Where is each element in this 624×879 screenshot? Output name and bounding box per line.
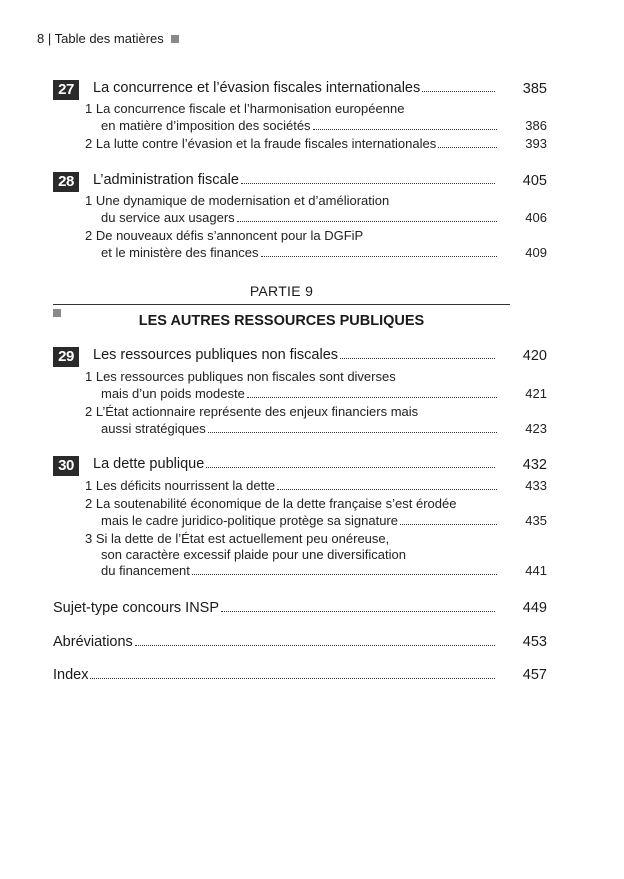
section-page: 421 <box>525 386 547 401</box>
section-title-line: 1 Les déficits nourrissent la dette <box>85 478 276 493</box>
chapter-heading <box>53 172 547 192</box>
dot-leader <box>206 467 495 468</box>
section-title-line: du financement <box>101 563 190 578</box>
dot-leader <box>241 183 495 184</box>
dot-leader <box>261 256 497 257</box>
entry-title: Sujet-type concours INSP <box>53 600 220 616</box>
page-number: 8 <box>37 31 45 46</box>
part-title: LES AUTRES RESSOURCES PUBLIQUES <box>138 313 425 329</box>
dot-leader <box>422 91 495 92</box>
running-head <box>37 31 179 46</box>
section-title-line: aussi stratégiques <box>101 421 206 436</box>
chapter-title: La concurrence et l’évasion fiscales internationales <box>93 80 421 96</box>
section-title-row <box>101 386 501 402</box>
dot-leader <box>438 147 497 148</box>
section-title-line: et le ministère des finances <box>101 245 259 260</box>
divider <box>53 304 510 305</box>
chapter-page: 420 <box>522 348 547 364</box>
running-head-title: Table des matières <box>54 31 164 46</box>
entry-title-row <box>53 634 499 650</box>
chapter-30 <box>53 456 547 578</box>
chapter-title: Les ressources publiques non fiscales <box>93 347 339 363</box>
section-title-row <box>85 478 501 494</box>
chapter-heading <box>53 80 547 100</box>
chapter-title: L’administration fiscale <box>93 172 239 188</box>
section-title-row <box>101 210 501 226</box>
dot-leader <box>237 221 497 222</box>
chapter-title-row[interactable] <box>93 80 499 96</box>
running-head-separator: | <box>47 31 52 46</box>
entry-page: 457 <box>522 667 547 683</box>
dot-leader <box>135 645 495 646</box>
section-title-line: 2 La soutenabilité économique de la dette française s’est érodée <box>85 496 457 511</box>
entry-page: 449 <box>522 600 547 616</box>
section-title-line: 3 Si la dette de l’État est actuellement peu onéreuse, <box>85 531 390 546</box>
toc-entry-index[interactable] <box>53 667 547 687</box>
dot-leader <box>400 524 497 525</box>
dot-leader <box>340 358 495 359</box>
section-title-line: en matière d’imposition des sociétés <box>101 118 311 133</box>
section-title-row <box>101 245 501 261</box>
chapter-page: 385 <box>522 81 547 97</box>
chapter-heading <box>53 456 547 476</box>
toc-entry-abreviations[interactable] <box>53 634 547 654</box>
section-page: 409 <box>525 245 547 260</box>
section-title-row <box>101 513 501 529</box>
section-page: 393 <box>525 136 547 151</box>
chapter-29 <box>53 347 547 436</box>
entry-title: Abréviations <box>53 634 133 650</box>
section-title-row <box>101 118 501 134</box>
chapter-heading <box>53 347 547 367</box>
chapter-number: 28 <box>53 172 79 192</box>
dot-leader <box>208 432 497 433</box>
section-title-line: son caractère excessif plaide pour une diversification <box>101 547 406 562</box>
chapter-27 <box>53 80 547 151</box>
dot-leader <box>192 574 497 575</box>
entry-title-row <box>53 667 499 683</box>
part-label: PARTIE 9 <box>249 283 314 299</box>
chapter-title-row[interactable] <box>93 456 499 472</box>
section-title-line: mais le cadre juridico-politique protège sa signature <box>101 513 398 528</box>
section-title-line: du service aux usagers <box>101 210 235 225</box>
chapter-page: 405 <box>522 173 547 189</box>
chapter-title-row[interactable] <box>93 172 499 188</box>
dot-leader <box>221 611 495 612</box>
chapter-number: 27 <box>53 80 79 100</box>
section-title-line: 1 Les ressources publiques non fiscales sont diverses <box>85 369 396 384</box>
dot-leader <box>247 397 497 398</box>
grey-square-icon <box>171 35 179 43</box>
entry-title-row <box>53 600 499 616</box>
chapter-number: 30 <box>53 456 79 476</box>
section-page: 386 <box>525 118 547 133</box>
dot-leader <box>313 129 497 130</box>
dot-leader <box>90 678 495 679</box>
section-title-row <box>85 136 501 152</box>
chapter-title-row[interactable] <box>93 347 499 363</box>
section-title-line: 2 De nouveaux défis s’annoncent pour la DGFiP <box>85 228 364 243</box>
chapter-title: La dette publique <box>93 456 205 472</box>
entry-page: 453 <box>522 634 547 650</box>
chapter-number: 29 <box>53 347 79 367</box>
section-page: 435 <box>525 513 547 528</box>
section-title-line: 1 La concurrence fiscale et l’harmonisation européenne <box>85 101 405 116</box>
section-title-line: 2 La lutte contre l’évasion et la fraude fiscales internationales <box>85 136 437 151</box>
section-page: 433 <box>525 478 547 493</box>
section-page: 406 <box>525 210 547 225</box>
section-page: 423 <box>525 421 547 436</box>
chapter-page: 432 <box>522 457 547 473</box>
chapter-28 <box>53 172 547 260</box>
entry-title: Index <box>53 667 89 683</box>
section-title-line: 1 Une dynamique de modernisation et d’amélioration <box>85 193 390 208</box>
section-title-row <box>101 421 501 437</box>
section-page: 441 <box>525 563 547 578</box>
section-title-line: mais d’un poids modeste <box>101 386 245 401</box>
section-title-line: 2 L’État actionnaire représente des enjeux financiers mais <box>85 404 419 419</box>
section-title-row <box>101 563 501 579</box>
dot-leader <box>277 489 497 490</box>
toc-entry-sujet-type[interactable] <box>53 600 547 620</box>
